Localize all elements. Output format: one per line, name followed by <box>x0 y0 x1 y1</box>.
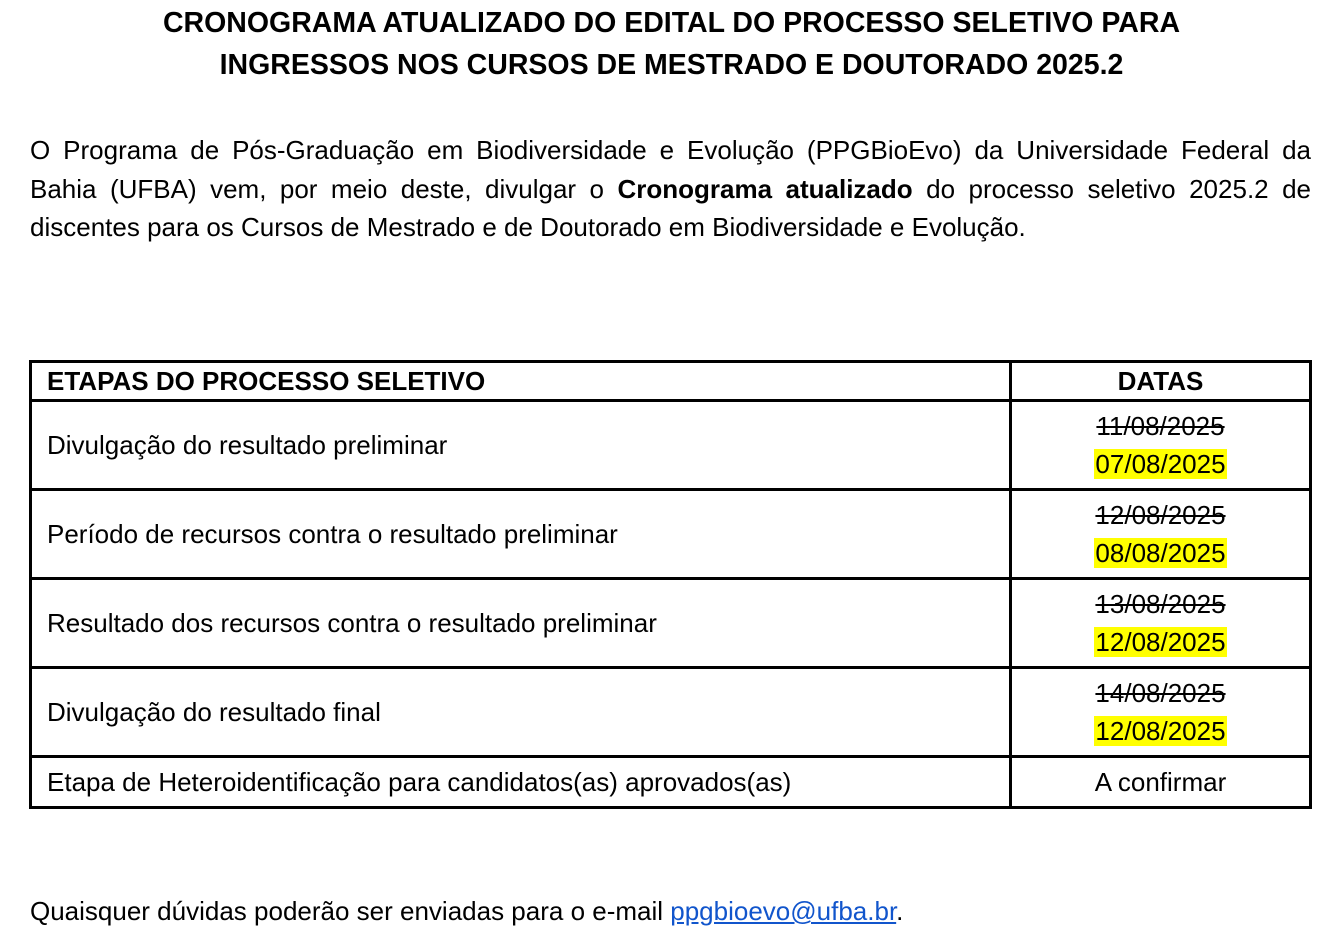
header-etapas: ETAPAS DO PROCESSO SELETIVO <box>31 362 1011 401</box>
new-date: 12/08/2025 <box>1095 627 1226 657</box>
date-cell: A confirmar <box>1011 757 1311 808</box>
new-date: 08/08/2025 <box>1095 538 1226 568</box>
table-row <box>31 579 1311 668</box>
old-date: 14/08/2025 <box>1095 678 1226 708</box>
intro-text-start: O Programa de Pós-Graduação em Biodiversidade e Evolução (PPGBioEvo) da Universidade Federal da Bahia (UFBA) vem, por meio deste, divulgar o <box>30 135 1311 204</box>
new-date: 12/08/2025 <box>1095 716 1226 746</box>
table-row <box>31 401 1311 490</box>
etapa-cell: Resultado dos recursos contra o resultado preliminar <box>31 579 1011 668</box>
old-date: 11/08/2025 <box>1096 411 1225 441</box>
intro-paragraph <box>30 131 1311 247</box>
etapa-cell: Período de recursos contra o resultado preliminar <box>31 490 1011 579</box>
table-row <box>31 757 1311 808</box>
title-line-1: CRONOGRAMA ATUALIZADO DO EDITAL DO PROCESSO SELETIVO PARA <box>162 7 1181 39</box>
old-date: 12/08/2025 <box>1095 500 1226 530</box>
date-cell <box>1011 401 1311 490</box>
etapa-cell: Etapa de Heteroidentificação para candidatos(as) aprovados(as) <box>31 757 1011 808</box>
table-row <box>31 668 1311 757</box>
table-header-row <box>31 362 1311 401</box>
document-title <box>0 2 1323 86</box>
schedule-table <box>29 360 1312 809</box>
date-cell <box>1011 668 1311 757</box>
footer-period: . <box>896 896 904 926</box>
footer-text: Quaisquer dúvidas poderão ser enviadas para o e-mail <box>30 896 671 926</box>
title-line-2: INGRESSOS NOS CURSOS DE MESTRADO E DOUTORADO 2025.2 <box>219 49 1124 81</box>
table-row <box>31 490 1311 579</box>
intro-text-end: do processo seletivo 2025.2 de discentes para os Cursos de Mestrado e de Doutorado em Biodiversidade e Evolução. <box>30 173 1312 243</box>
new-date: 07/08/2025 <box>1095 449 1226 479</box>
etapa-cell: Divulgação do resultado final <box>31 668 1011 757</box>
header-datas: DATAS <box>1011 362 1311 401</box>
footer-note <box>30 893 903 929</box>
email-link[interactable]: ppgbioevo@ufba.br <box>670 896 897 926</box>
etapa-cell: Divulgação do resultado preliminar <box>31 401 1011 490</box>
old-date: 13/08/2025 <box>1095 589 1226 619</box>
date-cell <box>1011 490 1311 579</box>
intro-bold-text: Cronograma atualizado <box>617 173 913 204</box>
date-cell <box>1011 579 1311 668</box>
